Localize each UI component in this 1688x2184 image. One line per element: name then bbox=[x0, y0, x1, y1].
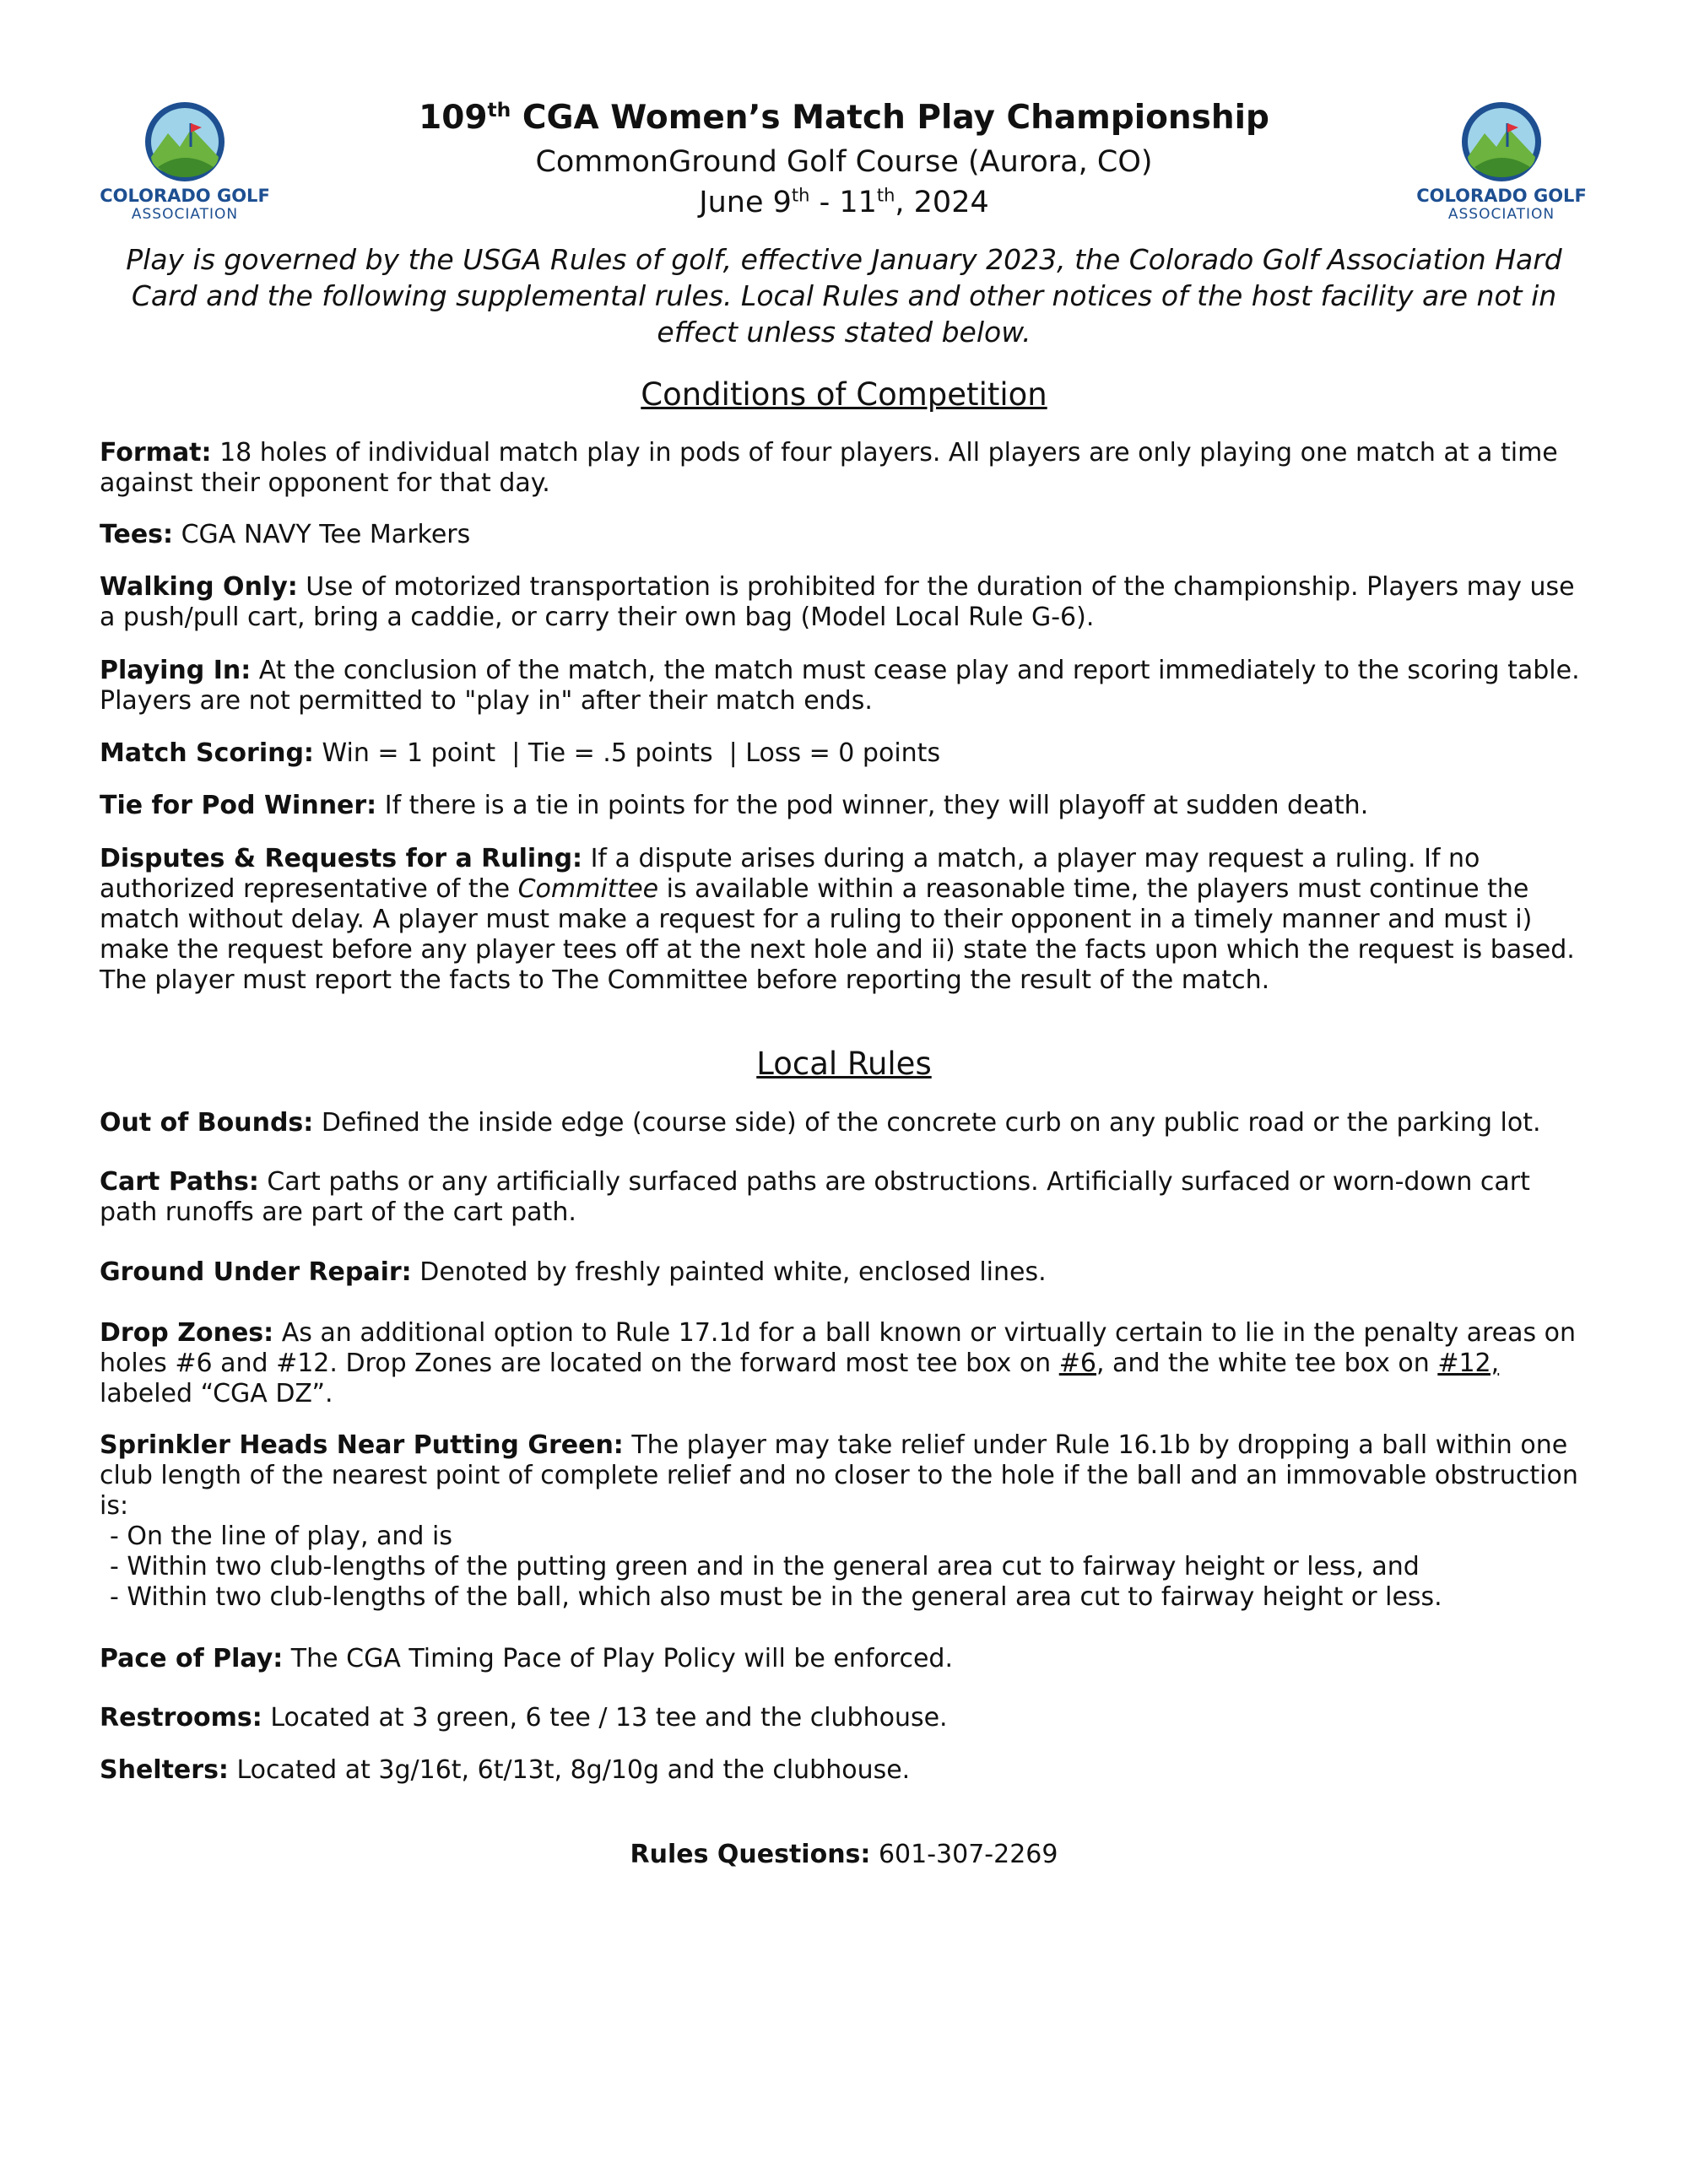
local-rules-heading: Local Rules bbox=[756, 1046, 932, 1082]
rule-cart-paths: Cart Paths: Cart paths or any artificially surfaced paths are obstructions. Artificially surfaced or worn-down cart path runoffs are part of the cart path. bbox=[100, 1167, 1530, 1227]
cga-logo-right bbox=[1413, 100, 1590, 223]
cga-emblem-icon bbox=[143, 100, 227, 184]
rule-restrooms: Restrooms: Located at 3 green, 6 tee / 13 tee and the clubhouse. bbox=[100, 1703, 948, 1733]
list-item: - Within two club-lengths of the ball, which also must be in the general area cut to fairway height or less. bbox=[110, 1582, 1442, 1612]
page-title: 109th CGA Women’s Match Play Championship bbox=[419, 98, 1269, 137]
conditions-heading: Conditions of Competition bbox=[641, 376, 1047, 413]
rule-playing-in: Playing In: At the conclusion of the match, the match must cease play and report immediately to the scoring table. Players are not permitted to "play in" after their match ends. bbox=[100, 656, 1580, 716]
rule-format: Format: 18 holes of individual match play in pods of four players. All players are only playing one match at a time against their opponent for that day. bbox=[100, 438, 1558, 498]
list-item: - Within two club-lengths of the putting green and in the general area cut to fairway height or less, and bbox=[110, 1552, 1420, 1581]
rule-disputes: Disputes & Requests for a Ruling: If a dispute arises during a match, a player may request a ruling. If no authorized representative of the Committee is available within a reasonable time, the players must continue the match without delay. A player must make a request for a ruling to their opponent in a timely manner and must i) make the request before any player tees off at the next hole and ii) state the facts upon which the request is based. The player must report the facts to The Committee before reporting the result of the match. bbox=[100, 844, 1575, 995]
cga-logo-left bbox=[96, 100, 273, 223]
intro-paragraph: Play is governed by the USGA Rules of golf, effective January 2023, the Colorado Golf Association Hard Card and the following supplemental rules. Local Rules and other notices of the host facility are not in effect unless stated below. bbox=[126, 243, 1562, 349]
document-header bbox=[338, 95, 1350, 223]
hole-12-link[interactable]: #12, bbox=[1437, 1349, 1500, 1378]
logo-name-text: COLORADO GOLF bbox=[100, 186, 270, 206]
sprinkler-conditions-list bbox=[100, 1522, 1593, 1613]
logo-sub-text: ASSOCIATION bbox=[1447, 206, 1555, 223]
logo-name-text: COLORADO GOLF bbox=[1416, 186, 1587, 206]
hole-6-link[interactable]: #6 bbox=[1058, 1349, 1096, 1378]
rule-out-of-bounds: Out of Bounds: Defined the inside edge (course side) of the concrete curb on any public road or the parking lot. bbox=[100, 1108, 1541, 1138]
list-item: - On the line of play, and is bbox=[110, 1522, 452, 1551]
rule-drop-zones: Drop Zones: As an additional option to Rule 17.1d for a ball known or virtually certain to lie in the penalty areas on holes #6 and #12. Drop Zones are located on the forward most tee box on #6, and the white tee box on #12, labeled “CGA DZ”. bbox=[100, 1318, 1577, 1408]
rule-sprinkler-heads: Sprinkler Heads Near Putting Green: The player may take relief under Rule 16.1b by dropping a ball within one club length of the nearest point of complete relief and no closer to the hole if the ball and an immovable obstruction is: - On the line of play, and is - Within two club-lengths of the putting green and in the general area cut to fairway height or less, and - Within two club-lengths of the ball, which also must be in the general area cut to fairway height or less. bbox=[100, 1430, 1593, 1613]
rules-questions: Rules Questions: 601-307-2269 bbox=[630, 1840, 1058, 1869]
rule-tie-pod-winner: Tie for Pod Winner: If there is a tie in points for the pod winner, they will playoff at sudden death. bbox=[100, 791, 1369, 820]
rules-phone-number: 601-307-2269 bbox=[870, 1840, 1058, 1869]
event-dates: June 9th - 11th, 2024 bbox=[699, 185, 989, 219]
cga-emblem-icon bbox=[1459, 100, 1544, 184]
rule-walking-only: Walking Only: Use of motorized transportation is prohibited for the duration of the championship. Players may use a push/pull cart, bring a caddie, or carry their own bag (Model Local Rule G-6). bbox=[100, 572, 1575, 632]
rule-pace-of-play: Pace of Play: The CGA Timing Pace of Play Policy will be enforced. bbox=[100, 1644, 953, 1673]
rule-match-scoring: Match Scoring: Win = 1 point | Tie = .5 points | Loss = 0 points bbox=[100, 738, 941, 768]
rule-shelters: Shelters: Located at 3g/16t, 6t/13t, 8g/10g and the clubhouse. bbox=[100, 1755, 911, 1785]
rule-tees: Tees: CGA NAVY Tee Markers bbox=[100, 520, 471, 549]
rule-ground-under-repair: Ground Under Repair: Denoted by freshly painted white, enclosed lines. bbox=[100, 1257, 1047, 1287]
course-name: CommonGround Golf Course (Aurora, CO) bbox=[535, 145, 1153, 179]
logo-sub-text: ASSOCIATION bbox=[131, 206, 239, 223]
